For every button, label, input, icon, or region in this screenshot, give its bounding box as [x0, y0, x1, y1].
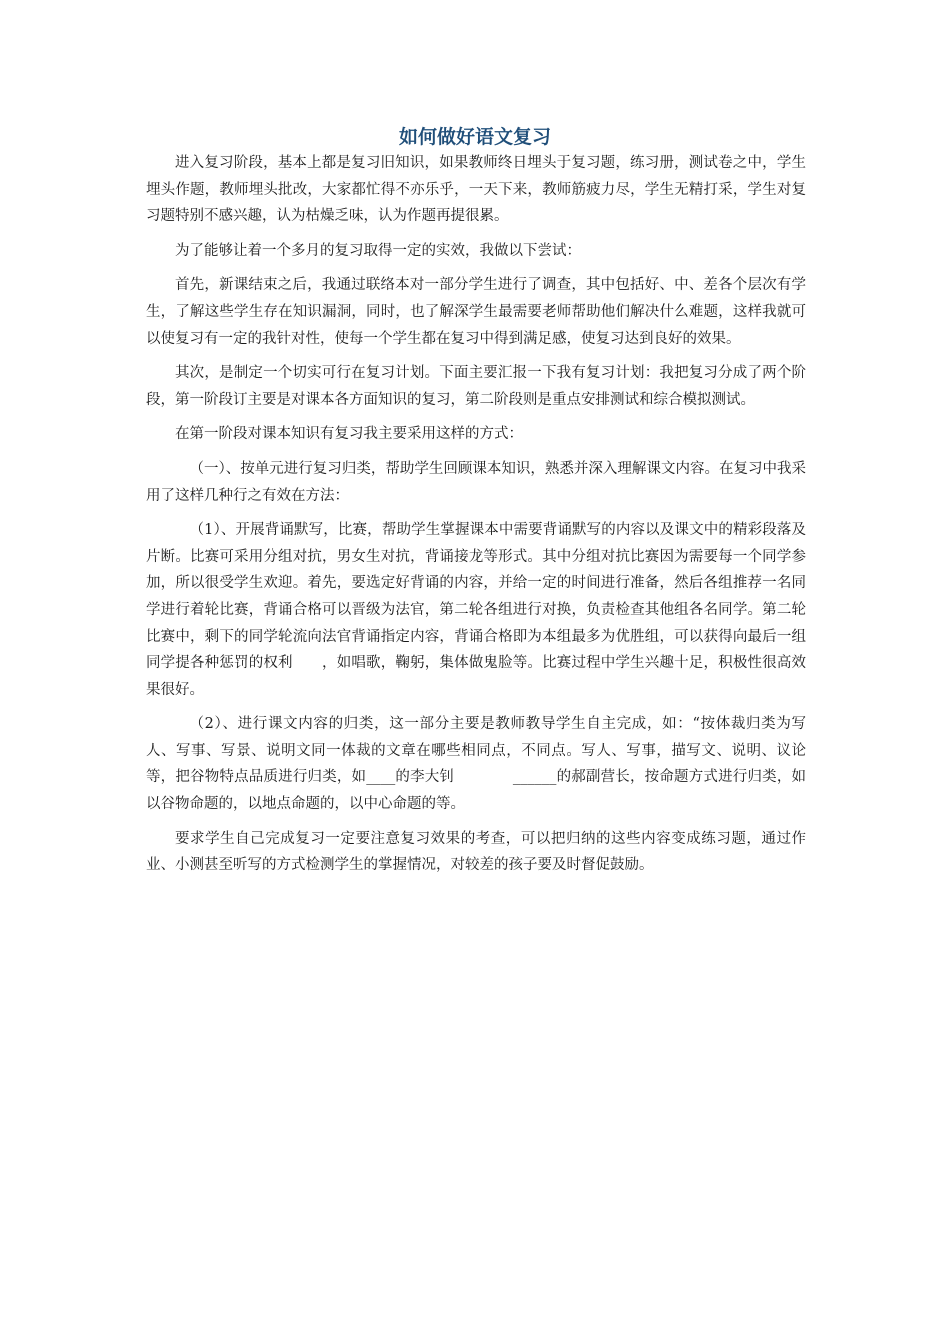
- paragraph-stage-one: 在第一阶段对课本知识有复习我主要采用这样的方式：: [175, 426, 523, 443]
- paragraph-intro: 进入复习阶段，基本上都是复习旧知识，如果教师终日埋头于复习题，练习册，测试卷之中，学生埋头作题，教师埋头批改，大家都忙得不亦乐乎，一天下来，教师筋疲力尽，学生无精打采，学生对复习题特别不感兴趣，认为枯燥乏味，认为作题再提很累。: [146, 155, 806, 225]
- document-title: 如何做好语文复习: [398, 126, 551, 148]
- paragraph-second: 其次，是制定一个切实可行在复习计划。下面主要汇报一下我有复习计划：我把复习分成了两个阶段，第一阶段订主要是对课本各方面知识的复习，第二阶段则是重点安排测试和综合模拟测试。: [146, 365, 806, 408]
- document-body: [146, 150, 806, 879]
- paragraph-first: 首先，新课结束之后，我通过联络本对一部分学生进行了调查，其中包括好、中、差各个层次有学生，了解这些学生存在知识漏洞，同时，也了解深学生最需要老师帮助他们解决什么难题，这样我就可以使复习有一定的我针对性，使每一个学生都在复习中得到满足感，使复习达到良好的效果。: [146, 277, 806, 347]
- paragraph-requirement: 要求学生自己完成复习一定要注意复习效果的考查，可以把归纳的这些内容变成练习题，通过作业、小测甚至听写的方式检测学生的掌握情况，对较差的孩子要及时督促鼓励。: [146, 830, 806, 874]
- paragraph-purpose: 为了能够让着一个多月的复习取得一定的实效，我做以下尝试：: [175, 242, 581, 259]
- paragraph-section-one: （一）、按单元进行复习归类，帮助学生回顾课本知识，熟悉并深入理解课文内容。在复习中我采用了这样几种行之有效在方法：: [146, 460, 806, 504]
- paragraph-item-two: （2）、进行课文内容的归类，这一部分主要是教师教导学生自主完成，如：“按体裁归类为写人、写事、写景、说明文同一体裁的文章在哪些相同点，不同点。写人、写事，描写文、说明、议论等，把谷物特点品质进行归类，如____的李大钊 ______的郝副营长，按命题方式进行归类，如以谷物命题的，以地点命题的，以中心命题的等。: [146, 716, 806, 813]
- paragraph-item-one: （1）、开展背诵默写，比赛，帮助学生掌握课本中需要背诵默写的内容以及课文中的精彩段落及片断。比赛可采用分组对抗，男女生对抗，背诵接龙等形式。其中分组对抗比赛因为需要每一个同学参加，所以很受学生欢迎。着先，要选定好背诵的内容，并给一定的时间进行准备，然后各组推荐一名同学进行着轮比赛，背诵合格可以晋级为法官，第二轮各组进行对换，负责检查其他组各名同学。第二轮比赛中，剩下的同学轮流向法官背诵指定内容，背诵合格即为本组最多为优胜组，可以获得向最后一组同学提各种惩罚的权利 ，如唱歌，鞠躬，集体做鬼脸等。比赛过程中学生兴趣十足，积极性很高效果很好。: [146, 522, 806, 698]
